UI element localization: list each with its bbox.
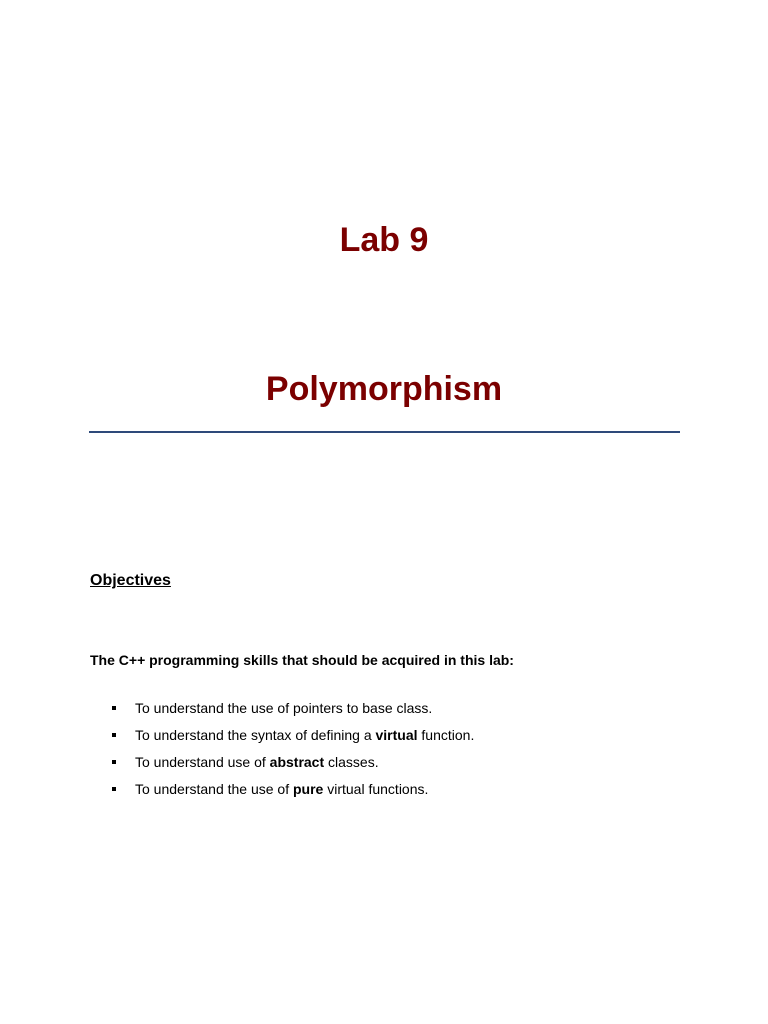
bullet-icon [112,733,116,737]
objective-item [90,780,474,807]
bullet-icon [112,706,116,710]
objective-text-end: virtual functions. [323,781,429,797]
title-divider [89,431,680,433]
objective-text: To understand the syntax of defining a [135,727,376,743]
bullet-icon [112,787,116,791]
topic-title: Polymorphism [265,370,503,408]
objective-text: To understand use of [135,754,270,770]
objective-text-end: function. [417,727,475,743]
objective-text: To understand the use of pointers to base class. [135,700,433,716]
objective-keyword: pure [293,781,324,797]
objective-text-end: classes. [324,754,379,770]
objective-keyword: abstract [269,754,325,770]
objective-item [90,699,474,726]
objective-text: To understand the use of [135,781,293,797]
bullet-icon [112,760,116,764]
objectives-list [90,699,474,807]
objective-item [90,753,474,780]
objective-item [90,726,474,753]
objectives-heading: Objectives [90,572,171,589]
objectives-intro: The C++ programming skills that should be acquired in this lab: [90,652,514,668]
lab-number-title: Lab 9 [339,221,429,259]
objective-keyword: virtual [375,727,418,743]
